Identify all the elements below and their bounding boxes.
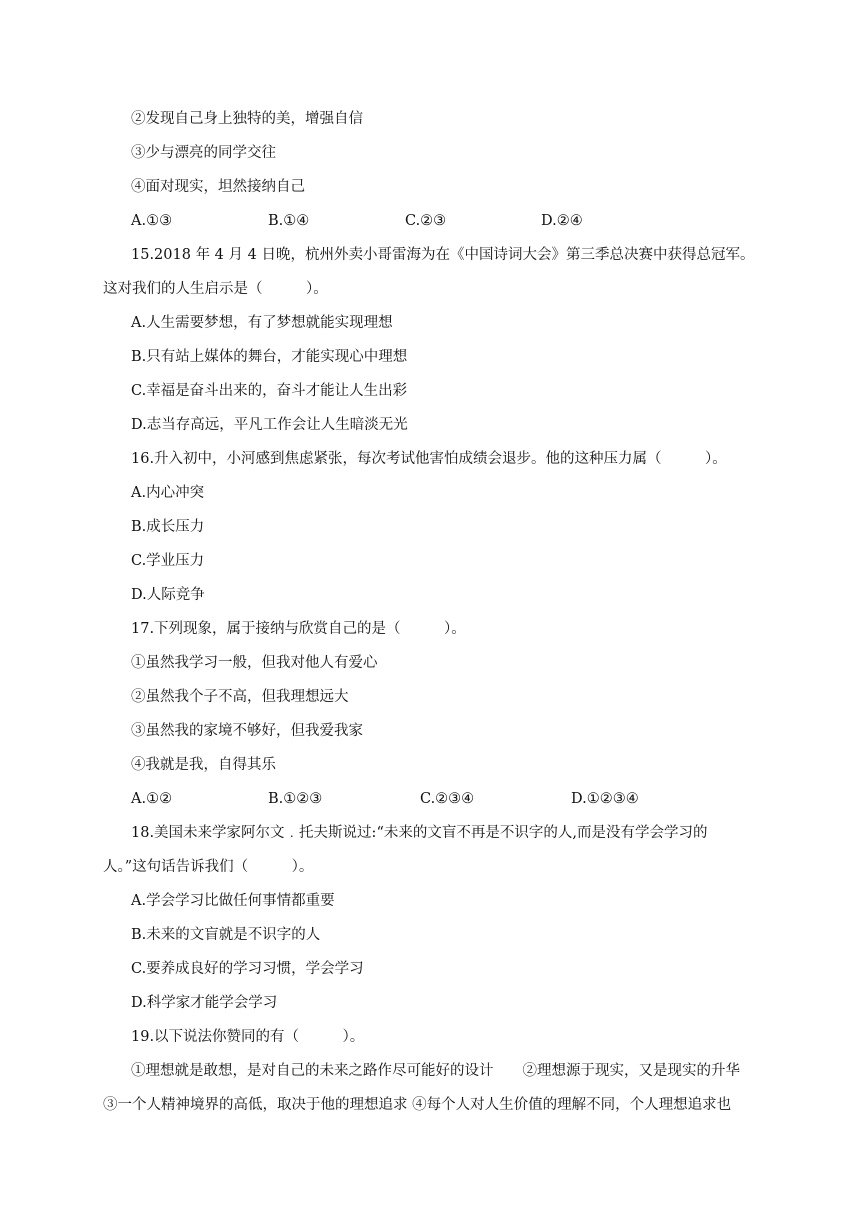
q16-option-c: C.学业压力 — [131, 553, 205, 569]
q14-statement-4: ④面对现实，坦然接纳自己 — [131, 179, 305, 195]
q15-stem-line1: 15.2018 年 4 月 4 日晚，杭州外卖小哥雷海为在《中国诗词大会》第三季总决赛中获得总冠军。 — [131, 247, 755, 263]
q15-stem-line2: 这对我们的人生启示是（ ）。 — [103, 281, 328, 297]
q14-statement-2: ②发现自己身上独特的美，增强自信 — [131, 111, 363, 127]
q18-option-d: D.科学家才能学会学习 — [131, 995, 278, 1011]
q14-option-d: D.②④ — [541, 213, 583, 229]
q14-option-b: B.①④ — [268, 213, 310, 229]
q19-statements-line1: ①理想就是敢想，是对自己的未来之路作尽可能好的设计 ②理想源于现实，又是现实的升华 — [131, 1063, 740, 1079]
q15-option-d: D.志当存高远，平凡工作会让人生暗淡无光 — [131, 417, 408, 433]
q17-option-b: B.①②③ — [268, 791, 323, 807]
q17-statement-2: ②虽然我个子不高，但我理想远大 — [131, 689, 349, 705]
q15-option-b: B.只有站上媒体的舞台，才能实现心中理想 — [131, 349, 408, 365]
q16-option-b: B.成长压力 — [131, 519, 205, 535]
q18-option-a: A.学会学习比做任何事情都重要 — [131, 893, 335, 909]
q18-stem-line1: 18.美国未来学家阿尔文﹒托夫斯说过:“未来的文盲不再是不识字的人,而是没有学会学习的 — [131, 825, 708, 841]
q16-stem: 16.升入初中，小河感到焦虑紧张，每次考试他害怕成绩会退步。他的这种压力属（ ）。 — [131, 451, 727, 467]
q17-option-a: A.①② — [131, 791, 173, 807]
q17-option-c: C.②③④ — [420, 791, 475, 807]
q16-option-d: D.人际竞争 — [131, 587, 205, 603]
q19-stem: 19.以下说法你赞同的有（ ）。 — [131, 1029, 365, 1045]
q19-statements-line2: ③一个人精神境界的高低，取决于他的理想追求 ④每个人对人生价值的理解不同，个人理想追求也 — [103, 1097, 732, 1113]
q17-statement-1: ①虽然我学习一般，但我对他人有爱心 — [131, 655, 378, 671]
q14-option-c: C.②③ — [405, 213, 447, 229]
q15-option-c: C.幸福是奋斗出来的，奋斗才能让人生出彩 — [131, 383, 408, 399]
q17-statement-4: ④我就是我，自得其乐 — [131, 757, 276, 773]
q14-statement-3: ③少与漂亮的同学交往 — [131, 145, 276, 161]
q17-stem: 17.下列现象，属于接纳与欣赏自己的是（ ）。 — [131, 621, 466, 637]
q17-option-d: D.①②③④ — [571, 791, 639, 807]
q18-option-c: C.要养成良好的学习习惯，学会学习 — [131, 961, 364, 977]
q16-option-a: A.内心冲突 — [131, 485, 205, 501]
q17-statement-3: ③虽然我的家境不够好，但我爱我家 — [131, 723, 363, 739]
q18-option-b: B.未来的文盲就是不识字的人 — [131, 927, 321, 943]
q18-stem-line2: 人。”这句话告诉我们（ ）。 — [103, 859, 314, 875]
q15-option-a: A.人生需要梦想，有了梦想就能实现理想 — [131, 315, 393, 331]
q14-option-a: A.①③ — [131, 213, 173, 229]
